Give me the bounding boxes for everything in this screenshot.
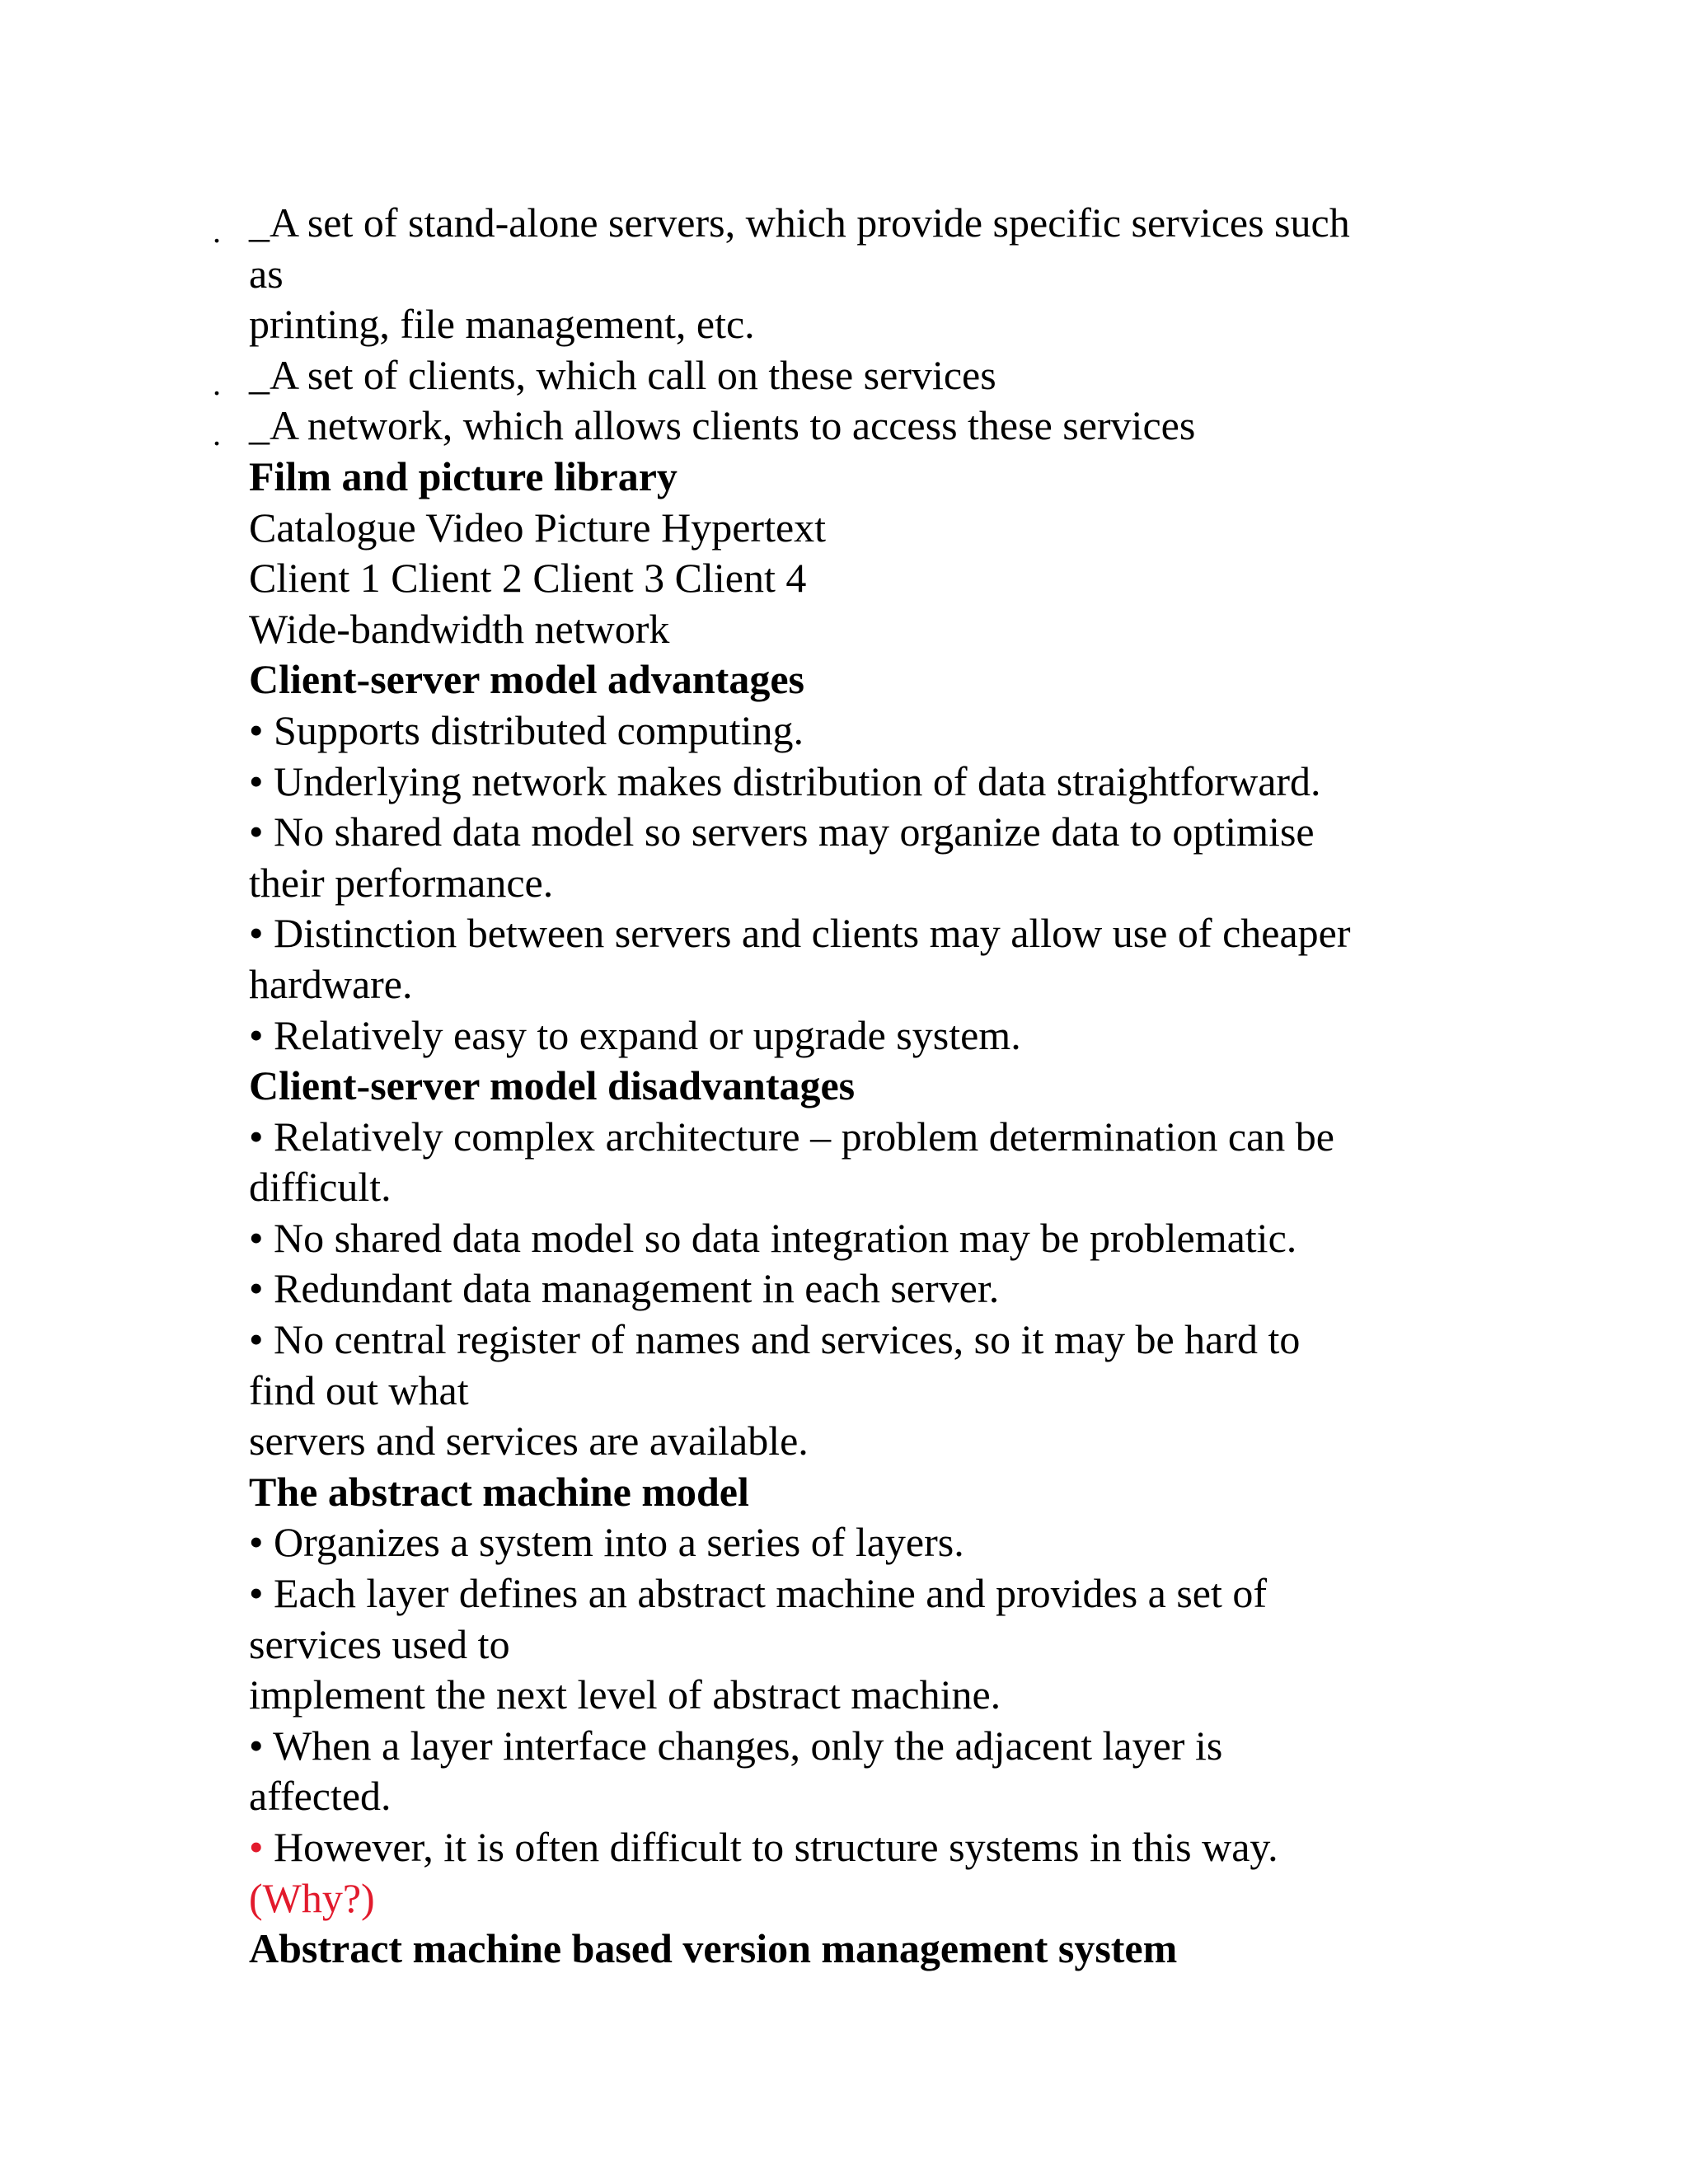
disadvantages-line: servers and services are available. [249, 1418, 809, 1465]
abstract-machine-line: implement the next level of abstract machine. [249, 1671, 1001, 1718]
advantages-line: • Underlying network makes distribution of data straightforward. [249, 757, 1321, 804]
abstract-machine-last-item [249, 1822, 1461, 1873]
advantages-heading: Client-server model advantages [249, 656, 804, 703]
disadvantages-heading: Client-server model disadvantages [249, 1062, 856, 1109]
advantages-line: • No shared data model so servers may organize data to optimise [249, 808, 1315, 855]
intro-item-1-line-2: as [249, 250, 284, 297]
disadvantages-line: difficult. [249, 1164, 392, 1211]
small-dot-icon: . [213, 213, 221, 250]
intro-item-1-line-1: . _A set of stand-alone servers, which provide specific services such [249, 198, 1461, 249]
intro-item-1-line-3: printing, file management, etc. [249, 301, 755, 348]
disadvantages-line: • No shared data model so data integration may be problematic. [249, 1214, 1297, 1261]
film-library-heading: Film and picture library [249, 452, 678, 499]
abstract-machine-line: • When a layer interface changes, only the adjacent layer is [249, 1722, 1223, 1769]
red-bullet-icon: • [249, 1824, 264, 1870]
abstract-machine-line: • Each layer defines an abstract machine and provides a set of [249, 1570, 1268, 1617]
advantages-line: • Relatively easy to expand or upgrade system. [249, 1011, 1021, 1058]
small-dot-icon: . [213, 364, 221, 402]
film-library-network: Wide-bandwidth network [249, 605, 670, 652]
version-management-heading: Abstract machine based version management system [249, 1925, 1178, 1972]
intro-item-3: . _A network, which allows clients to access these services [249, 401, 1461, 452]
film-library-servers: Catalogue Video Picture Hypertext [249, 504, 827, 551]
advantages-line: hardware. [249, 960, 413, 1007]
advantages-line: their performance. [249, 859, 554, 906]
abstract-machine-line: services used to [249, 1620, 510, 1667]
advantages-line: • Supports distributed computing. [249, 706, 804, 753]
disadvantages-line: • No central register of names and services, so it may be hard to [249, 1316, 1301, 1363]
small-dot-icon: . [213, 415, 221, 453]
abstract-machine-heading: The abstract machine model [249, 1468, 749, 1515]
last-item-text: However, it is often difficult to structure systems in this way. [263, 1824, 1278, 1870]
abstract-machine-line: • Organizes a system into a series of layers. [249, 1519, 964, 1566]
disadvantages-line: find out what [249, 1366, 469, 1413]
abstract-machine-line: affected. [249, 1773, 392, 1820]
disadvantages-line: • Redundant data management in each server. [249, 1265, 1000, 1312]
advantages-line: • Distinction between servers and clients may allow use of cheaper [249, 910, 1351, 957]
film-library-clients: Client 1 Client 2 Client 3 Client 4 [249, 555, 807, 602]
why-question: (Why?) [249, 1874, 375, 1921]
intro-item-2: . _A set of clients, which call on these services [249, 350, 1461, 401]
disadvantages-line: • Relatively complex architecture – problem determination can be [249, 1113, 1334, 1160]
document-body [213, 198, 1461, 1975]
